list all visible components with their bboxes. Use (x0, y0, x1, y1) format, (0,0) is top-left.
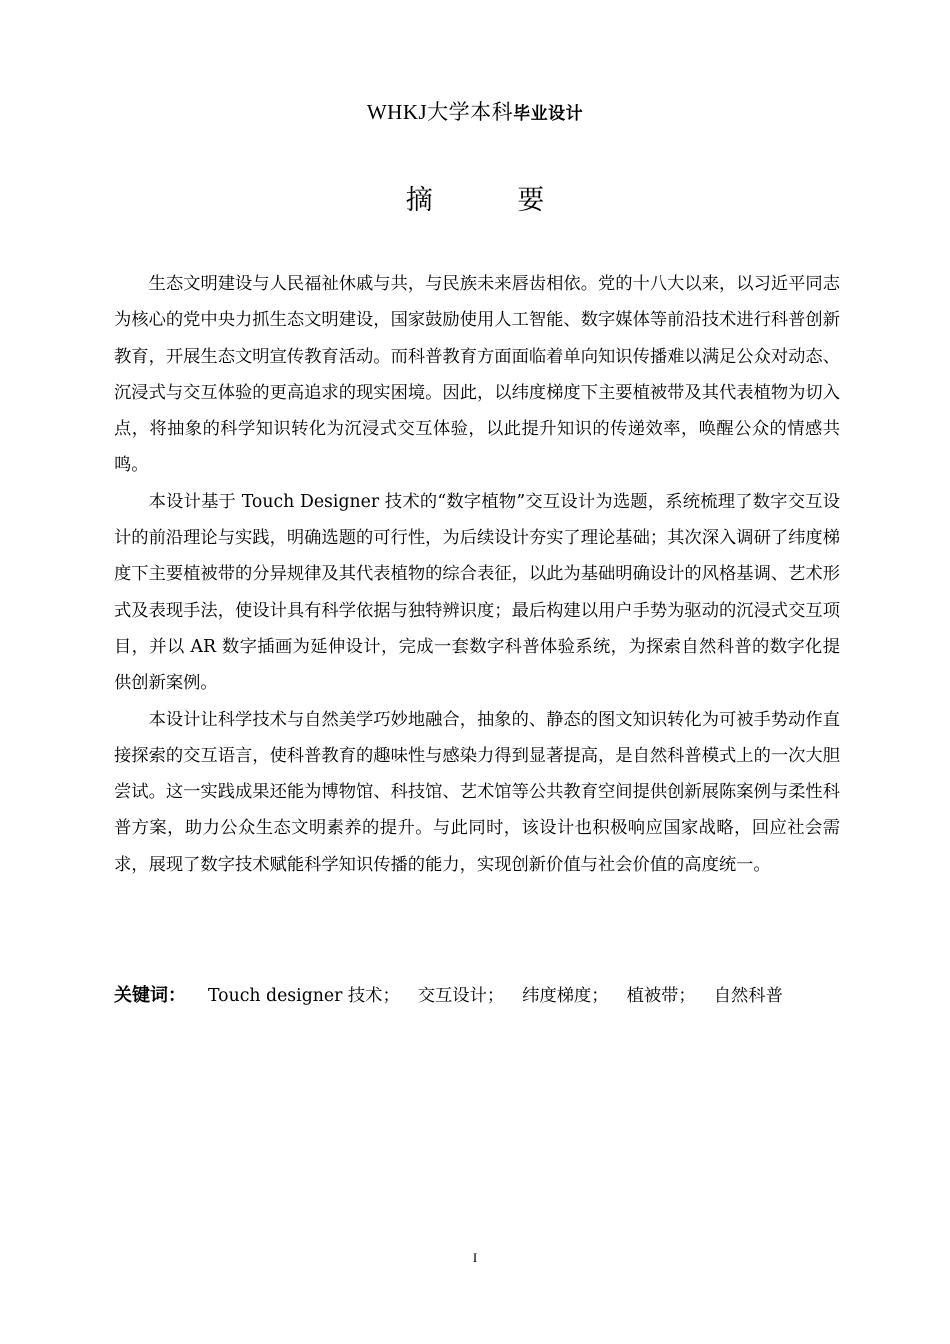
keyword-item: 纬度梯度； (522, 986, 609, 1006)
running-header (0, 96, 950, 126)
abstract-body (114, 266, 840, 883)
abstract-title: 摘 要 (405, 185, 583, 216)
page-number: I (472, 1250, 478, 1265)
keyword-item: 交互设计； (417, 986, 505, 1006)
header-thesis-type: 毕业设计 (513, 104, 584, 124)
keywords-line (114, 982, 840, 1010)
abstract-paragraph-3: 本设计让科学技术与自然美学巧妙地融合，抽象的、静态的图文知识转化为可被手势动作直接探索的交互语言，使科普教育的趣味性与感染力得到显著提高，是自然科普模式上的一次大胆尝试。这一实践成果还能为博物馆、科技馆、艺术馆等公共教育空间提供创新展陈案例与柔性科普方案，助力公众生态文明素养的提升。与此同时，该设计也积极响应国家战略，回应社会需求，展现了数字技术赋能科学知识传播的能力，实现创新价值与社会价值的高度统一。 (114, 709, 840, 875)
header-school: WHKJ大学本科 (366, 100, 514, 124)
keyword-item: Touch designer 技术； (208, 986, 400, 1006)
abstract-paragraph-2: 本设计基于 Touch Designer 技术的“数字植物”交互设计为选题，系统梳理了数字交互设计的前沿理论与实践，明确选题的可行性，为后续设计夯实了理论基础；其次深入调研了纬度梯度下主要植被带的分异规律及其代表植物的综合表征，以此为基础明确设计的风格基调、艺术形式及表现手法，使设计具有科学依据与独特辨识度；最后构建以用户手势为驱动的沉浸式交互项目，并以 AR 数字插画为延伸设计，完成一套数字科普体验系统，为探索自然科普的数字化提供创新案例。 (114, 491, 840, 694)
keyword-item: 植被带； (626, 986, 696, 1006)
abstract-paragraph-1: 生态文明建设与人民福祉休戚与共，与民族未来唇齿相依。党的十八大以来，以习近平同志为核心的党中央力抓生态文明建设，国家鼓励使用人工智能、数字媒体等前沿技术进行科普创新教育，开展生态文明宣传教育活动。而科普教育方面面临着单向知识传播难以满足公众对动态、沉浸式与交互体验的更高追求的现实困境。因此，以纬度梯度下主要植被带及其代表植物为切入点，将抽象的科学知识转化为沉浸式交互体验，以此提升知识的传递效率，唤醒公众的情感共鸣。 (114, 274, 840, 476)
keyword-item: 自然科普 (713, 986, 783, 1006)
keywords-label: 关键词： (114, 985, 186, 1006)
